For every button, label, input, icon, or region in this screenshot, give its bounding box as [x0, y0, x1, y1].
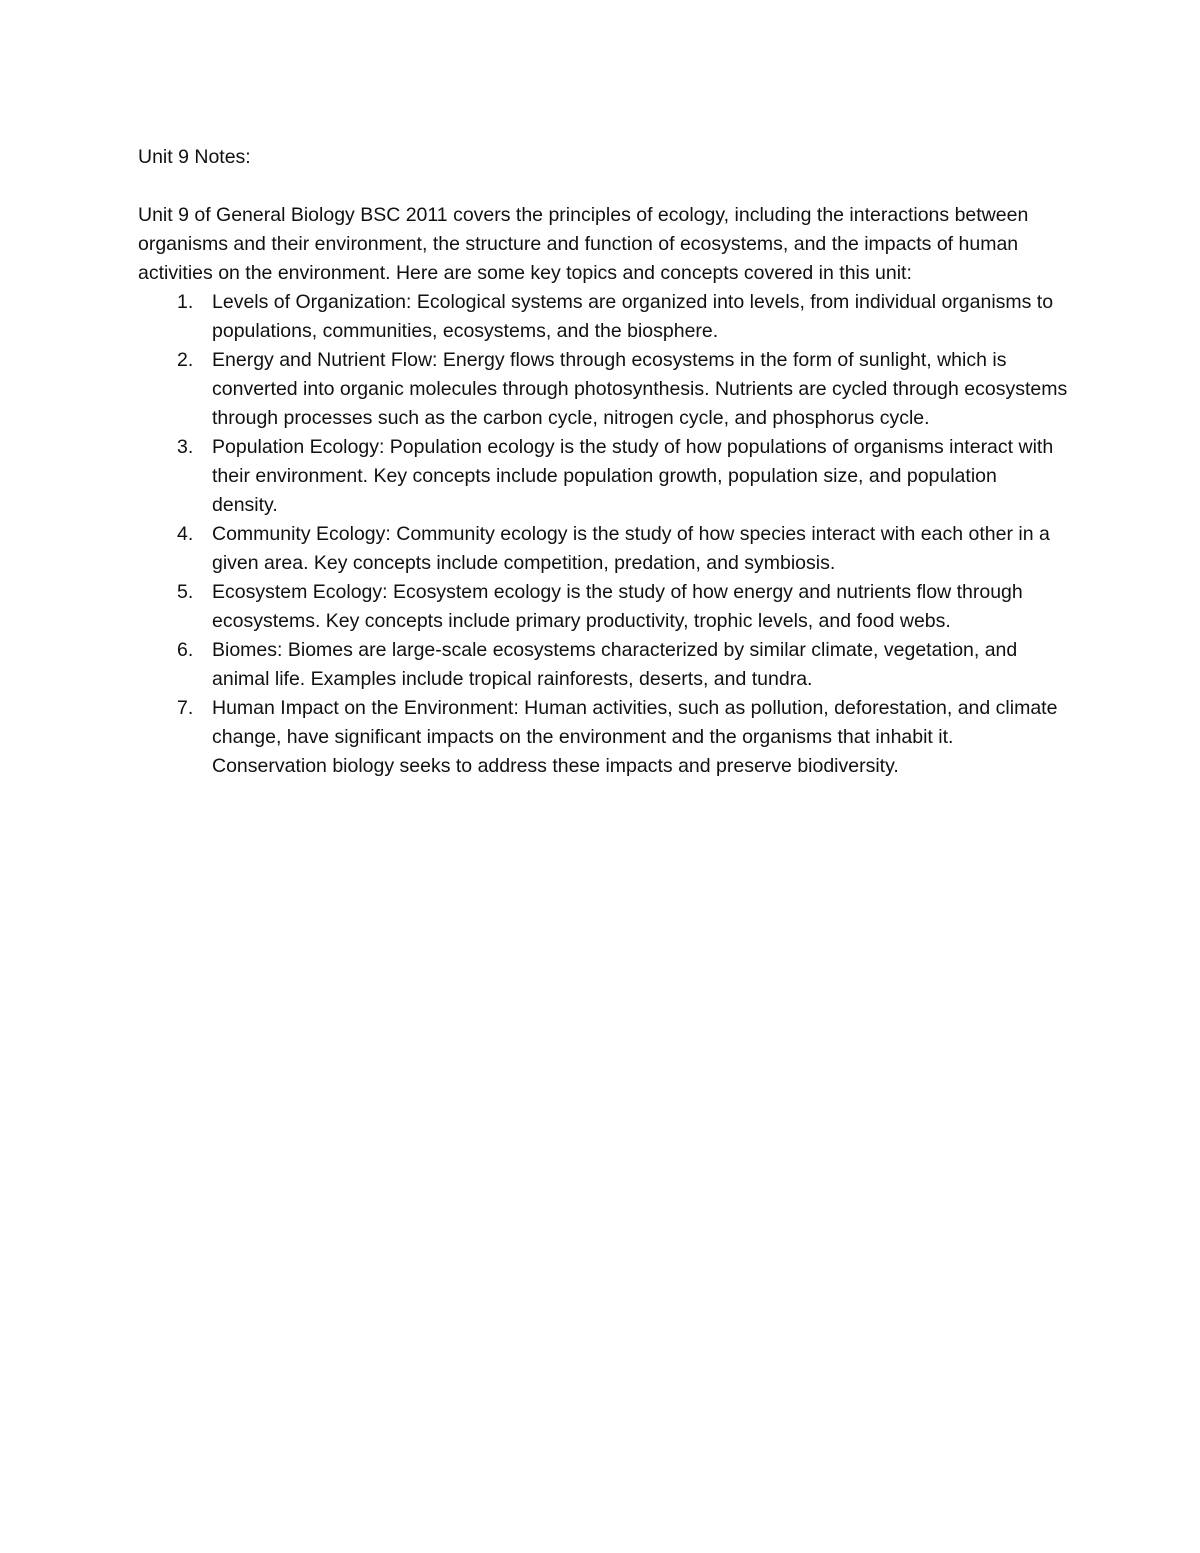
list-item — [138, 578, 1068, 636]
list-item — [138, 288, 1068, 346]
list-item — [138, 694, 1068, 781]
list-item — [138, 433, 1068, 520]
list-item-text: Ecosystem Ecology: Ecosystem ecology is the study of how energy and nutrients flow through ecosystems. Key concepts include primary productivity, trophic levels, and food webs. — [212, 581, 1023, 632]
topics-list — [138, 288, 1068, 781]
list-item-text: Energy and Nutrient Flow: Energy flows through ecosystems in the form of sunlight, which is converted into organic molecules through photosynthesis. Nutrients are cycled through ecosystems through processes such as the carbon cycle, nitrogen cycle, and phosphorus cycle. — [212, 349, 1068, 429]
document-body — [138, 143, 1068, 781]
list-item-text: Human Impact on the Environment: Human activities, such as pollution, deforestation, and climate change, have significant impacts on the environment and the organisms that inhabit it. Conservation biology seeks to address these impacts and preserve biodiversity. — [212, 697, 1058, 777]
list-item-text: Biomes: Biomes are large-scale ecosystems characterized by similar climate, vegetation, and animal life. Examples include tropical rainforests, deserts, and tundra. — [212, 639, 1018, 690]
list-item-number: 6. — [177, 639, 194, 661]
list-item — [138, 636, 1068, 694]
document-heading: Unit 9 Notes: — [138, 146, 251, 168]
list-item-text: Community Ecology: Community ecology is the study of how species interact with each other in a given area. Key concepts include competition, predation, and symbiosis. — [212, 523, 1050, 574]
list-item — [138, 520, 1068, 578]
list-item-number: 3. — [177, 436, 194, 458]
list-item — [138, 346, 1068, 433]
list-item-number: 2. — [177, 349, 194, 371]
intro-paragraph: Unit 9 of General Biology BSC 2011 covers the principles of ecology, including the interactions between organisms and their environment, the structure and function of ecosystems, and the impacts of human activities on the environment. Here are some key topics and concepts covered in this unit: — [138, 204, 1029, 284]
list-item-text: Levels of Organization: Ecological systems are organized into levels, from individual organisms to populations, communities, ecosystems, and the biosphere. — [212, 291, 1054, 342]
list-item-number: 5. — [177, 581, 194, 603]
list-item-number: 4. — [177, 523, 194, 545]
list-item-text: Population Ecology: Population ecology is the study of how populations of organisms interact with their environment. Key concepts include population growth, population size, and population density. — [212, 436, 1054, 516]
list-item-number: 7. — [177, 697, 194, 719]
list-item-number: 1. — [177, 291, 194, 313]
